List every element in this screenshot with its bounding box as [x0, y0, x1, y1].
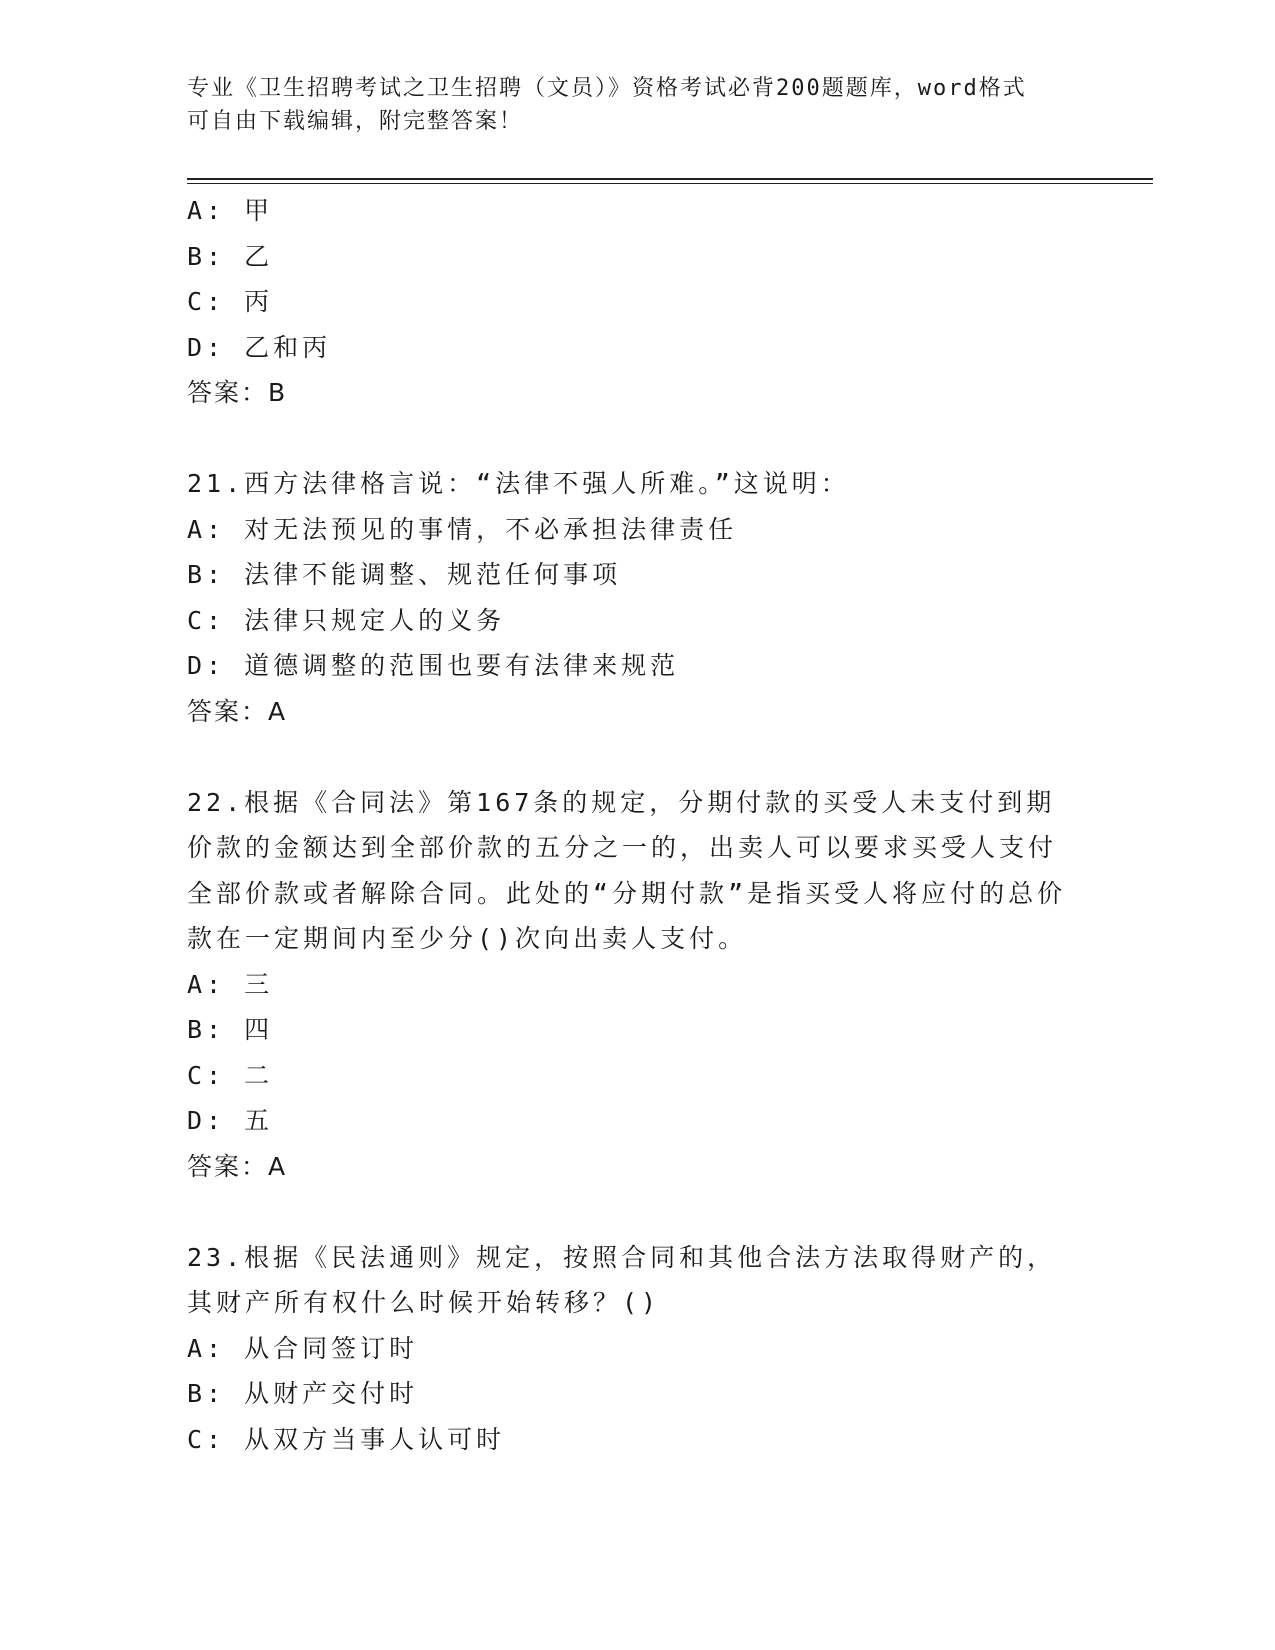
question-21 [187, 461, 1087, 734]
option-a: A: 三 [187, 969, 274, 999]
question-list [187, 188, 1087, 1462]
answer: 答案：A [187, 1151, 288, 1181]
answer: 答案：B [187, 378, 288, 407]
option-c: C: 从双方当事人认可时 [187, 1424, 506, 1454]
question-20 [187, 188, 1087, 416]
header-line-1: 专业《卫生招聘考试之卫生招聘（文员）》资格考试必背200题题库，word格式 [187, 76, 1027, 101]
option-b: B: 法律不能调整、规范任何事项 [187, 560, 622, 589]
question-text: 23.根据《民法通则》规定，按照合同和其他合法方法取得财产的，其财产所有权什么时候开始转移？() [187, 1242, 1057, 1317]
option-d: D: 五 [187, 1106, 274, 1135]
option-b: B: 四 [187, 1015, 274, 1044]
question-22 [187, 780, 1087, 1190]
question-text: 22.根据《合同法》第167条的规定，分期付款的买受人未支付到期价款的金额达到全部价款的五分之一的，出卖人可以要求买受人支付全部价款或者解除合同。此处的“分期付款”是指买受人将应付的总价款在一定期间内至少分()次向出卖人支付。 [187, 787, 1067, 953]
question-23 [187, 1235, 1087, 1463]
option-b: B: 乙 [187, 241, 274, 271]
option-d: D: 乙和丙 [187, 332, 332, 362]
option-c: C: 法律只规定人的义务 [187, 605, 506, 635]
option-c: C: 二 [187, 1060, 274, 1090]
option-b: B: 从财产交付时 [187, 1379, 419, 1408]
option-a: A: 从合同签订时 [187, 1333, 419, 1363]
header-divider-thin [187, 183, 1153, 184]
answer: 答案：A [187, 696, 288, 726]
header-line-2: 可自由下载编辑，附完整答案！ [187, 109, 524, 134]
header-divider [187, 178, 1153, 180]
option-a: A: 对无法预见的事情，不必承担法律责任 [187, 514, 738, 544]
option-c: C: 丙 [187, 287, 274, 316]
question-text: 21.西方法律格言说：“法律不强人所难。”这说明： [187, 469, 850, 498]
document-header [187, 72, 1067, 138]
option-d: D: 道德调整的范围也要有法律来规范 [187, 651, 680, 680]
option-a: A: 甲 [187, 196, 274, 225]
